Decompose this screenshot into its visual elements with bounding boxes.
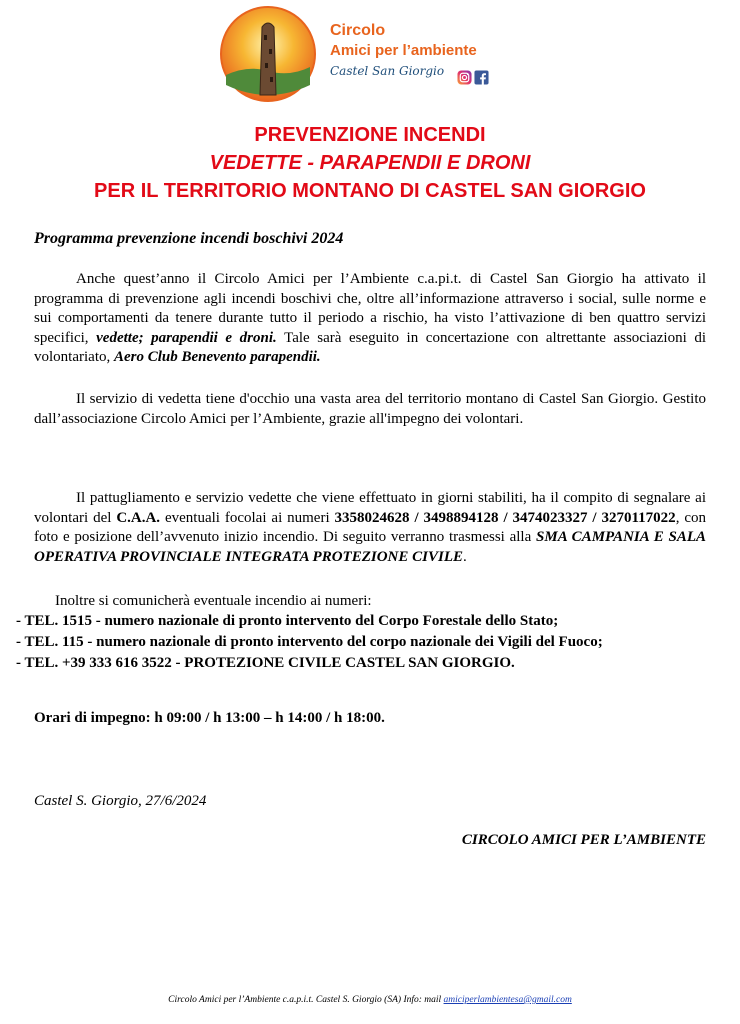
paragraph-patt-text-b: eventuali focolai ai numeri (160, 509, 335, 526)
services-emphasis: vedette; parapendii e droni. (96, 329, 277, 346)
facebook-icon[interactable] (474, 70, 489, 85)
program-subtitle: Programma prevenzione incendi boschivi 2024 (34, 230, 344, 247)
paragraph-vedetta-text: Il servizio di vedetta tiene d'occhio una vasta area del territorio montano di Castel San Giorgio. Gestito dall’associazione Circolo Amici per l’Ambiente, grazie all'impegno dei volontari. (34, 391, 706, 427)
paragraph-intro (34, 270, 706, 368)
org-name-line1: Circolo (330, 22, 386, 39)
paragraph-intro-text-a: Anche quest’anno il Circolo Amici per l’Ambiente c.a.pi.t. di Castel San Giorgio ha attivato il programma di prevenzione agli incendi boschivi che, oltre all’informazione attraverso i social, sulle norme e sui comportamenti da tenere durante tutto il periodo a rischio, ha visto l’attivazione di ben quattro servizi specifici, (34, 271, 706, 346)
volunteer-phone-numbers: 3358024628 / 3498894128 / 3474023327 / 3270117022 (334, 509, 676, 526)
org-location: Castel San Giorgio (330, 64, 445, 78)
tel-line-protezione-civile: - TEL. +39 333 616 3522 - PROTEZIONE CIVILE CASTEL SAN GIORGIO. (16, 655, 515, 671)
paragraph-patt-text-a: Il pattugliamento e servizio vedette che viene effettuato in giorni stabiliti, ha il compito di segnalare ai volontari del (34, 490, 706, 526)
caa-abbreviation: C.A.A. (116, 509, 161, 526)
footer (0, 995, 740, 1005)
paragraph-patt-text-d: . (463, 548, 467, 565)
tel-line-vigili-fuoco: - TEL. 115 - numero nazionale di pronto intervento del corpo nazionale dei Vigili del Fuoco; (16, 634, 603, 650)
hours-line: Orari di impegno: h 09:00 / h 13:00 – h 14:00 / h 18:00. (34, 710, 385, 726)
sma-emphasis: SMA CAMPANIA E SALA OPERATIVA PROVINCIALE INTEGRATA PROTEZIONE CIVILE (34, 529, 707, 565)
inoltre-text: Inoltre si comunicherà eventuale incendio ai numeri: (55, 593, 372, 609)
org-name-line2: Amici per l’ambiente (330, 42, 477, 59)
heading-line2: VEDETTE - PARAPENDII E DRONI (209, 152, 531, 174)
paragraph-vedetta (34, 390, 706, 429)
aero-club-emphasis: Aero Club Benevento parapendii. (113, 349, 321, 365)
logo (218, 5, 318, 103)
footer-text: Circolo Amici per l’Ambiente c.a.p.i.t. Castel S. Giorgio (SA) Info: mail (168, 995, 444, 1005)
heading-line3: PER IL TERRITORIO MONTANO DI CASTEL SAN GIORGIO (94, 180, 646, 202)
signature: CIRCOLO AMICI PER L’AMBIENTE (461, 832, 706, 848)
footer-email-link[interactable]: amiciperlambientesa@gmail.com (443, 995, 572, 1005)
paragraph-patt-text-c: , con foto e posizione dell’avvenuto inizio incendio. Di seguito verranno trasmessi alla (34, 509, 707, 545)
heading-line1: PREVENZIONE INCENDI (254, 124, 486, 146)
paragraph-pattugliamento (34, 489, 706, 567)
tel-line-forestale: - TEL. 1515 - numero nazionale di pronto intervento del Corpo Forestale dello Stato; (16, 613, 559, 629)
paragraph-intro-text-b: Tale sarà eseguito in concertazione con altrettante associazioni di volontariato, (34, 329, 706, 365)
instagram-icon[interactable] (457, 70, 472, 85)
date-line: Castel S. Giorgio, 27/6/2024 (34, 793, 207, 809)
